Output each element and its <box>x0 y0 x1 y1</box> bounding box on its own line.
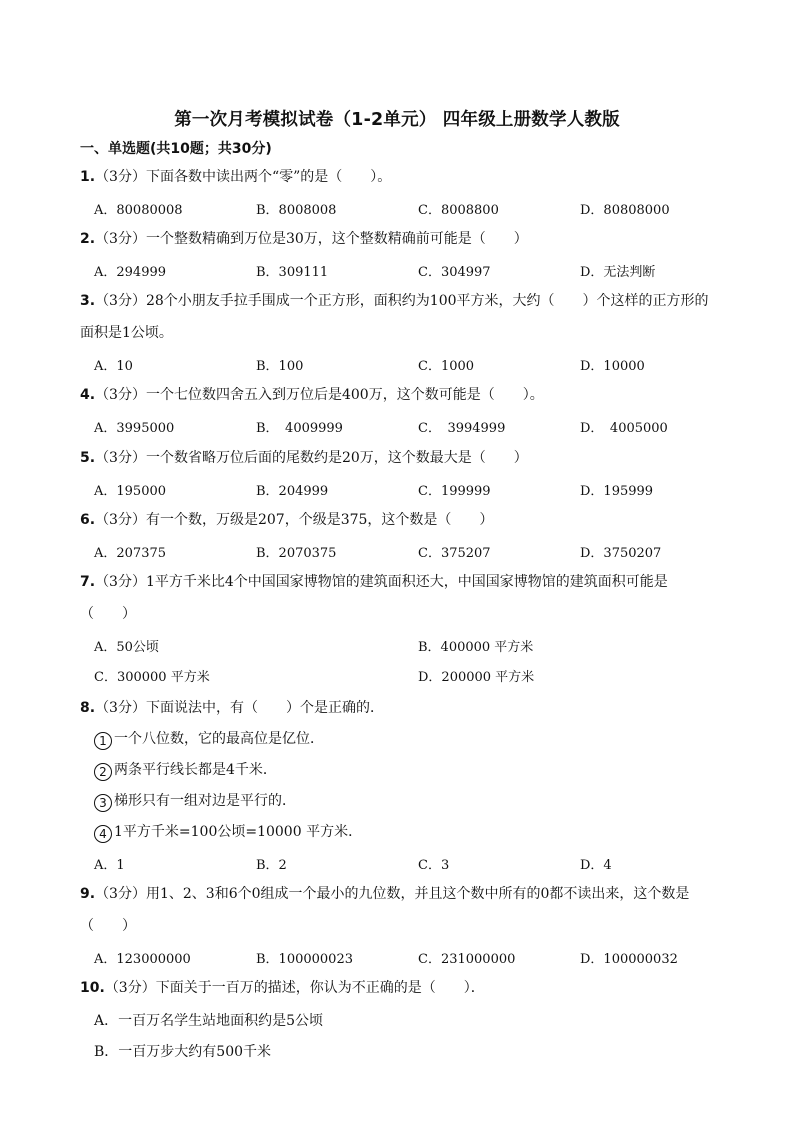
question-5 <box>80 447 528 467</box>
option-a: A．10 <box>94 359 133 374</box>
circled-number: 4 <box>94 825 112 843</box>
option-a: A．80080008 <box>94 203 183 218</box>
question-text: 一个数省略万位后面的尾数约是20万，这个数最大是（ ） <box>145 450 528 466</box>
option-b: B．一百万步大约有500千米 <box>94 1044 272 1060</box>
option-a: A．123000000 <box>94 952 191 967</box>
option-b: B．400000 平方米 <box>418 640 534 655</box>
question-number: 10. <box>80 980 105 996</box>
question-score: （3分） <box>95 574 146 590</box>
option-c: C．304997 <box>418 265 491 280</box>
question-text: 下面关于一百万的描述，你认为不正确的是（ ）． <box>155 980 485 996</box>
option-b: B．100000023 <box>256 952 353 967</box>
option-d: D．200000 平方米 <box>418 670 535 685</box>
option-a: A．50公顷 <box>94 640 159 655</box>
option-b: B．2070375 <box>256 546 337 561</box>
question-number: 8. <box>80 700 96 716</box>
question-text: 一个七位数四舍五入到万位后是400万，这个数可能是（ ）。 <box>145 387 544 403</box>
question-number: 1. <box>80 169 96 185</box>
option-c: C．3 <box>418 858 450 873</box>
question-number: 7. <box>80 574 96 590</box>
statement-text: 梯形只有一组对边是平行的． <box>114 793 296 809</box>
circled-number: 2 <box>94 763 112 781</box>
option-a: A．一百万名学生站地面积约是5公顷 <box>94 1013 324 1029</box>
question-number: 4. <box>80 387 96 403</box>
question-number: 2. <box>80 231 96 247</box>
section-heading: 一、单选题(共10题；共30分) <box>80 141 272 157</box>
question-score: （3分） <box>95 512 146 528</box>
question-score: （3分） <box>95 169 146 185</box>
question-7 <box>80 571 668 591</box>
option-c: C．1000 <box>418 359 475 374</box>
option-c: C．8008800 <box>418 203 499 218</box>
question-number: 5. <box>80 450 96 466</box>
option-a: A．294999 <box>94 265 167 280</box>
question-1 <box>80 166 391 186</box>
option-d: D．80808000 <box>580 203 670 218</box>
question-number: 9. <box>80 886 96 902</box>
question-2 <box>80 228 528 248</box>
option-b: B．204999 <box>256 484 329 499</box>
question-score: （3分） <box>104 980 156 996</box>
statement-text: 两条平行线长都是4千米． <box>114 762 277 778</box>
option-b: B．2 <box>256 858 287 873</box>
option-d: D．4 <box>580 858 612 873</box>
option-c: C．199999 <box>418 484 491 499</box>
statement-text: 1平方千米=100公顷=10000 平方米． <box>114 824 363 840</box>
question-score: （3分） <box>95 700 146 716</box>
option-d: D．100000032 <box>580 952 678 967</box>
option-c: C． 3994999 <box>418 421 506 436</box>
question-text: 1平方千米比4个中国国家博物馆的建筑面积还大，中国国家博物馆的建筑面积可能是 <box>145 574 668 590</box>
circled-number: 1 <box>94 732 112 750</box>
question-9-continued: （ ） <box>80 918 136 934</box>
question-text: 下面各数中读出两个“零”的是（ ）。 <box>145 169 392 185</box>
option-b: B． 4009999 <box>256 421 343 436</box>
question-10 <box>80 977 485 997</box>
question-6 <box>80 509 493 529</box>
question-number: 3. <box>80 293 96 309</box>
option-c: C．375207 <box>418 546 491 561</box>
question-number: 6. <box>80 512 96 528</box>
option-b: B．309111 <box>256 265 329 280</box>
question-text: 28个小朋友手拉手围成一个正方形，面积约为100平方米，大约（ ）个这样的正方形的 <box>145 293 709 309</box>
option-d: D．195999 <box>580 484 654 499</box>
option-d: D． 4005000 <box>580 421 668 436</box>
option-b: B．8008008 <box>256 203 337 218</box>
option-d: D．无法判断 <box>580 265 656 280</box>
question-score: （3分） <box>95 293 146 309</box>
question-3-continued: 面积是1公顷。 <box>80 325 173 341</box>
question-text: 下面说法中，有（ ）个是正确的． <box>145 700 384 716</box>
option-c: C．300000 平方米 <box>94 670 210 685</box>
statement-3 <box>94 790 296 812</box>
option-c: C．231000000 <box>418 952 516 967</box>
option-a: A．195000 <box>94 484 167 499</box>
statement-2 <box>94 759 277 781</box>
statement-1 <box>94 728 324 750</box>
statement-text: 一个八位数，它的最高位是亿位． <box>114 731 324 747</box>
question-7-continued: （ ） <box>80 606 136 622</box>
option-a: A．3995000 <box>94 421 175 436</box>
question-9 <box>80 883 689 903</box>
option-d: D．3750207 <box>580 546 662 561</box>
question-4 <box>80 384 544 404</box>
option-a: A．1 <box>94 858 125 873</box>
question-3 <box>80 290 709 310</box>
question-text: 一个整数精确到万位是30万，这个整数精确前可能是（ ） <box>145 231 528 247</box>
question-score: （3分） <box>95 231 146 247</box>
option-a: A．207375 <box>94 546 167 561</box>
question-text: 用1、2、3和6个0组成一个最小的九位数，并且这个数中所有的0都不读出来，这个数是 <box>145 886 690 902</box>
option-d: D．10000 <box>580 359 645 374</box>
question-8 <box>80 697 384 717</box>
option-b: B．100 <box>256 359 304 374</box>
question-text: 有一个数，万级是207，个级是375，这个数是（ ） <box>145 512 494 528</box>
question-score: （3分） <box>95 886 146 902</box>
page-title: 第一次月考模拟试卷（1-2单元） 四年级上册数学人教版 <box>174 110 620 130</box>
statement-4 <box>94 821 362 843</box>
circled-number: 3 <box>94 794 112 812</box>
question-score: （3分） <box>95 450 146 466</box>
question-score: （3分） <box>95 387 146 403</box>
